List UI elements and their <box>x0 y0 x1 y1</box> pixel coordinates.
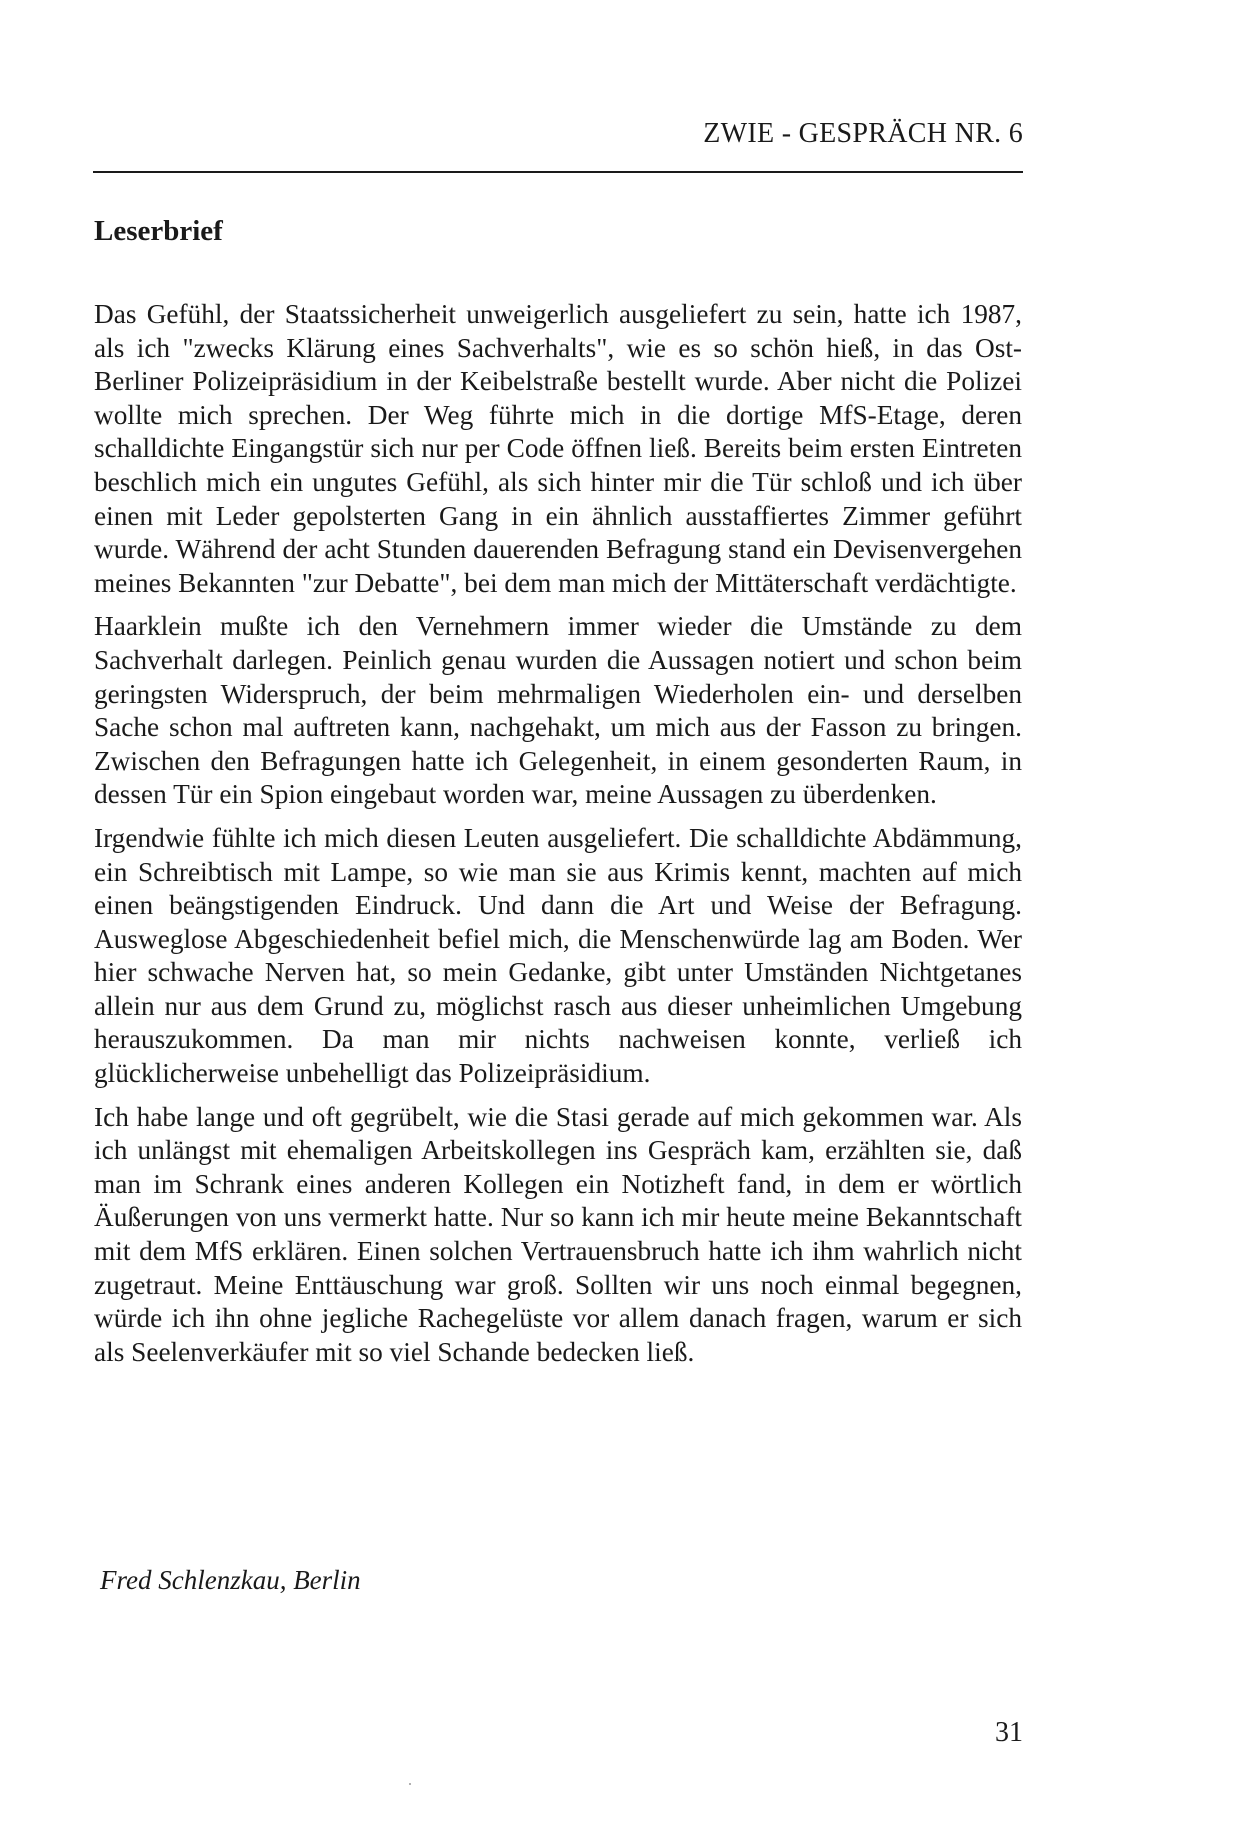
article-body <box>94 298 1022 1379</box>
paragraph-1: Das Gefühl, der Staatssicherheit unweigerlich ausgeliefert zu sein, hatte ich 1987, als ich "zwecks Klärung eines Sachverhalts", wie es so schön hieß, in das Ost-Berliner Polizeipräsidium in der Keibelstraße bestellt wurde. Aber nicht die Polizei wollte mich sprechen. Der Weg führte mich in die dortige MfS-Etage, deren schalldichte Eingangstür sich nur per Code öffnen ließ. Bereits beim ersten Eintreten beschlich mich ein ungutes Gefühl, als sich hinter mir die Tür schloß und ich über einen mit Leder gepolsterten Gang in ein ähnlich ausstaffiertes Zimmer geführt wurde. Während der acht Stunden dauerenden Befragung stand ein Devisenvergehen meines Bekannten "zur Debatte", bei dem man mich der Mittäterschaft verdächtigte. <box>94 299 1022 598</box>
paragraph-4: Ich habe lange und oft gegrübelt, wie die Stasi gerade auf mich gekommen war. Als ich unlängst mit ehemaligen Arbeitskollegen ins Gespräch kam, erzählten sie, daß man im Schrank eines anderen Kollegen ein Notizheft fand, in dem er wörtlich Äußerungen von uns vermerkt hatte. Nur so kann ich mir heute meine Bekanntschaft mit dem MfS erklären. Einen solchen Vertrauensbruch hatte ich ihm wahrlich nicht zugetraut. Meine Enttäuschung war groß. Sollten wir uns noch einmal begegnen, würde ich ihn ohne jegliche Rachegelüste vor allem danach fragen, warum er sich als Seelenverkäufer mit so viel Schande bedecken ließ. <box>94 1101 1022 1367</box>
header-rule <box>93 171 1023 173</box>
author-signature: Fred Schlenzkau, Berlin <box>100 1565 361 1595</box>
paragraph-2: Haarklein mußte ich den Vernehmern immer wieder die Umstände zu dem Sachverhalt darlegen. Peinlich genau wurden die Aussagen notiert und schon beim geringsten Widerspruch, der beim mehrmaligen Wiederholen ein- und derselben Sache schon mal auftreten kann, nachgehakt, um mich aus der Fasson zu bringen. Zwischen den Befragungen hatte ich Gelegenheit, in einem gesonderten Raum, in dessen Tür ein Spion eingebaut worden war, meine Aussagen zu überdenken. <box>94 611 1022 810</box>
article-title: Leserbrief <box>94 215 223 247</box>
scan-speck <box>409 1783 411 1785</box>
paragraph-3: Irgendwie fühlte ich mich diesen Leuten ausgeliefert. Die schalldichte Abdämmung, ein Schreibtisch mit Lampe, so wie man sie aus Krimis kennt, machten auf mich einen beängstigenden Eindruck. Und dann die Art und Weise der Befragung. Ausweglose Abgeschiedenheit befiel mich, die Menschenwürde lag am Boden. Wer hier schwache Nerven hat, so mein Gedanke, gibt unter Umständen Nichtgetanes allein nur aus dem Grund zu, möglichst rasch aus dieser unheimlichen Umgebung herauszukommen. Da man mir nichts nachweisen konnte, verließ ich glücklicherweise unbehelligt das Polizeipräsidium. <box>94 822 1022 1089</box>
running-header: ZWIE - GESPRÄCH NR. 6 <box>703 118 1023 149</box>
page-number: 31 <box>995 1717 1023 1748</box>
